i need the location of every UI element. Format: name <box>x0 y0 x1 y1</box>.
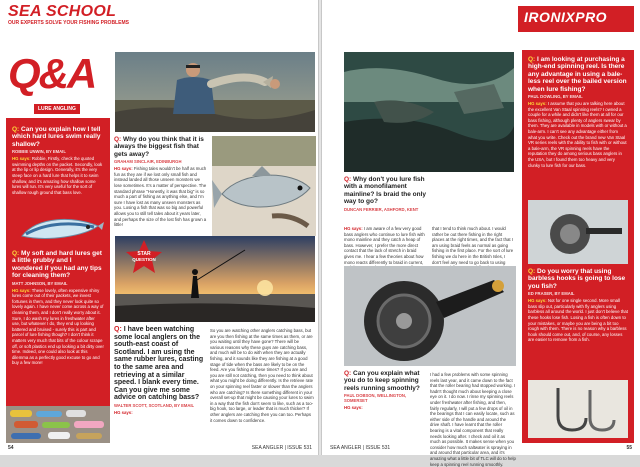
bass-photo <box>212 136 316 236</box>
rocky-shore-photo <box>344 52 514 172</box>
question-8-name: ED FRASER, BY EMAIL <box>528 291 575 297</box>
question-4-name: WALTER SCOTT, SCOTLAND, BY EMAIL <box>114 402 195 408</box>
reel-closeup-photo <box>344 266 516 366</box>
qa-heading <box>8 50 108 104</box>
question-4-text: Q: I have been watching some local anglers on the south-east coast of Scotland. I am using the same rubber lures, casting to the same area and retrieving at a similar speed. I blank every time. Can you give me some advice on catching bass? <box>114 326 204 402</box>
question-4-answer-lead: HG says: <box>114 409 133 415</box>
question-8-answer: HG says: Not for one single second. More small bass slip out, particularly with fly anglers using barbless all around the world. I just don't believe that these hooks lose fish. Losing a fish is often down to your mistakes, or maybe you are being a bit too rough with them. There is no reason why a barbless hook should come out, and, of course, any losses are easier to remove from a fish. <box>528 298 628 343</box>
question-1-answer: HG says: Robbie, Firstly, check the quoted swimming depths on the packet. Secondly, look at the lip or lip design. Generally, it's the very steep face on a hard lure that helps it to swim shallow, and it's amazing how shallow some lures will run. It's very useful for the sort of shallow rough ground that bass love. <box>12 156 103 195</box>
question-4 <box>114 326 314 444</box>
question-6-answer-lead: HG says: <box>344 405 363 411</box>
question-8-text: Q: Do you worry that using barbless hooks is going to lose you fish? <box>528 268 626 290</box>
star-question-badge <box>125 240 163 274</box>
right-red-column <box>522 50 634 443</box>
left-page <box>0 0 318 455</box>
question-7-answer: HG says: I assume that you are talking here about the excellent Van Staal spinning reels? I owned a couple for a while and didn't like them at all for our bass fishing, although plenty of anglers swear by them. They are available in models with or without a bale-arm. I can't see any advantage either from what you write. Check out the brand new Van Staal VR series reels with the ability to fish with or without a bale-arm, the VR spinning reels have the reputation they do among serious bass anglers in the USA, but I found them too heavy and very clunky to lure fish for our bass. <box>528 101 627 168</box>
question-2-name: MATT JOHNSON, BY EMAIL <box>12 280 68 286</box>
brand-logo-text: IRONIXPRO <box>524 9 608 25</box>
question-2 <box>12 250 104 366</box>
question-7-text: Q: I am looking at purchasing a high-end spinning reel. Is there any advantage in using a bale-less reel over the bailed version when lure fishing? <box>528 56 627 93</box>
angler-photo <box>115 52 315 132</box>
reel-photo <box>528 200 628 264</box>
question-6-answer: I had a few problems with some spinning reels last year, and it came down to the fact that the roller bearing had stopped working. I hadn't thought much about keeping a close eye on it. I do now. I rinse my spinning reels under freshwater after fishing, and then, fairly regularly, I will put a few drops of oil in the bearings that I can easily locate, such as either side of the handle and around the drive shaft. I have learnt that the roller bearing is a vital component that really needs looking after. I check and oil it as much as possible. It makes sense when you consider how much saltwater is spraying in and around that particular area, and it's amazing what a little bit of TLC will do to help keep a spinning reel running smoothly. <box>430 372 516 467</box>
lure-photo <box>14 212 104 248</box>
question-3-text: Q: Why do you think that it is always the biggest fish that gets away? <box>114 136 204 158</box>
section-subtitle: OUR EXPERTS SOLVE YOUR FISHING PROBLEMS <box>8 20 129 26</box>
question-6-name: PAUL DOBSON, WELLINGTON, SOMERSET <box>344 393 407 404</box>
question-1-name: ROBBIE UNWIN, BY EMAIL <box>12 149 66 155</box>
brand-logo <box>518 6 634 32</box>
lure-angling-tag: LURE ANGLING <box>34 104 80 114</box>
question-2-text: Q: My soft and hard lures get a little grubby and I wondered if you had any tips for cleaning them? <box>12 250 102 280</box>
question-2-answer: HG says: These lovely, often expensive shiny lures come out of their packets, we invest fortunes in them, and they never look quite so lovely again. I have never come across a way of cleaning them, and I don't really worry about it. Sure, I do wash my lures in freshwater after use, but whatever I do, they end up looking battered and bruised - surely this is part and parcel of lure fishing though? I don't think it matters very much that bits of the colour scrape off, or soft plastics end up looking a bit dirty over time. Indeed, one could also look at this dilemma as a perfectly good excuse to go and buy a few more! <box>12 287 104 366</box>
question-3-answer: HG says: Fishing tales wouldn't be half as much fun as they are if we lost only small fish and instead landed all those unseen monsters we lose sometimes. It's a matter of perspective. The standard phrase "Honestly, it was that big" is so much a part of fishing as anything else, and I'm sure I have lost as many unseen monsters as you. Losing a fish that was so big and powerful allows you to still tell tales about it years later, and perhaps the size of the lost fish has grown a little! <box>114 166 207 228</box>
question-1 <box>12 126 104 195</box>
hook-photo <box>528 380 628 438</box>
question-8 <box>528 268 628 343</box>
right-footer: SEA ANGLER | ISSUE 531 <box>330 445 391 451</box>
lure-tray-photo <box>6 406 110 443</box>
question-7-name: PAUL DOWLING, BY EMAIL <box>528 94 583 100</box>
right-page-number: 55 <box>626 445 632 451</box>
question-3-name: GRAHAM SINCLAIR, EDINBURGH <box>114 159 182 165</box>
question-5-text: Q: Why don't you lure fish with a monofilament mainline? Is braid the only way to go? <box>344 176 426 206</box>
star-label-1: STAR <box>137 251 151 257</box>
question-1-text: Q: Can you explain how I tell which hard lures swim really shallow? <box>12 126 101 148</box>
section-title: SEA SCHOOL <box>8 3 117 20</box>
question-5-answer: HG says: I am aware of a few very good bass anglers who continue to lure fish with mono mainline and they catch a heap of bass. However, I prefer the more direct contact that the lack of stretch in braid gives me. I hear a few theories about how mono reacts differently to braid in current, that I tend to think much about. I would rather be out there fishing in the right places at the right times, and the fact that I am using braid feels as normal as going fishing in the first place. For the sort of lure fishing we do here in the British Isles, I don't feel any need to go back to using <box>344 226 514 265</box>
star-label-2: QUESTION <box>132 257 156 262</box>
question-3 <box>114 136 208 236</box>
question-7 <box>528 56 628 168</box>
red-column <box>6 118 110 443</box>
left-footer: SEA ANGLER | ISSUE 531 <box>251 445 312 451</box>
question-5-name: DUNCAN FERRIER, ASHFORD, KENT <box>344 206 419 212</box>
left-page-number: 54 <box>8 445 14 451</box>
right-page <box>322 0 640 467</box>
question-6-text: Q: Can you explain what you do to keep spinning reels running smoothly? <box>344 370 420 392</box>
question-4-answer: So you are watching other anglers catching bass, but are you then fishing at the same times as them, or are you waiting until they have gone? There will be various reasons why these guys are catching bass, and much will be to do with when they are actually fishing, and it sounds like they are fishing at a good stage of tide when the bass are likely to be on the feed. Are you fishing at these times? If you are and you are still not catching, then you need to think about what you might be doing differently. Is the retrieve rate on your spinning reel faster or slower than the anglers who are catching? Is there something different in your overall set-up that might be causing your lures to swim in a way that the fish don't seem to like, such as a too-big hook, too large, or leader that is much thicker? If other anglers are catching then you can too. Perhaps it comes down to confidence. <box>210 328 314 423</box>
section-header <box>0 0 318 28</box>
qa-title: Q&A <box>8 50 96 97</box>
